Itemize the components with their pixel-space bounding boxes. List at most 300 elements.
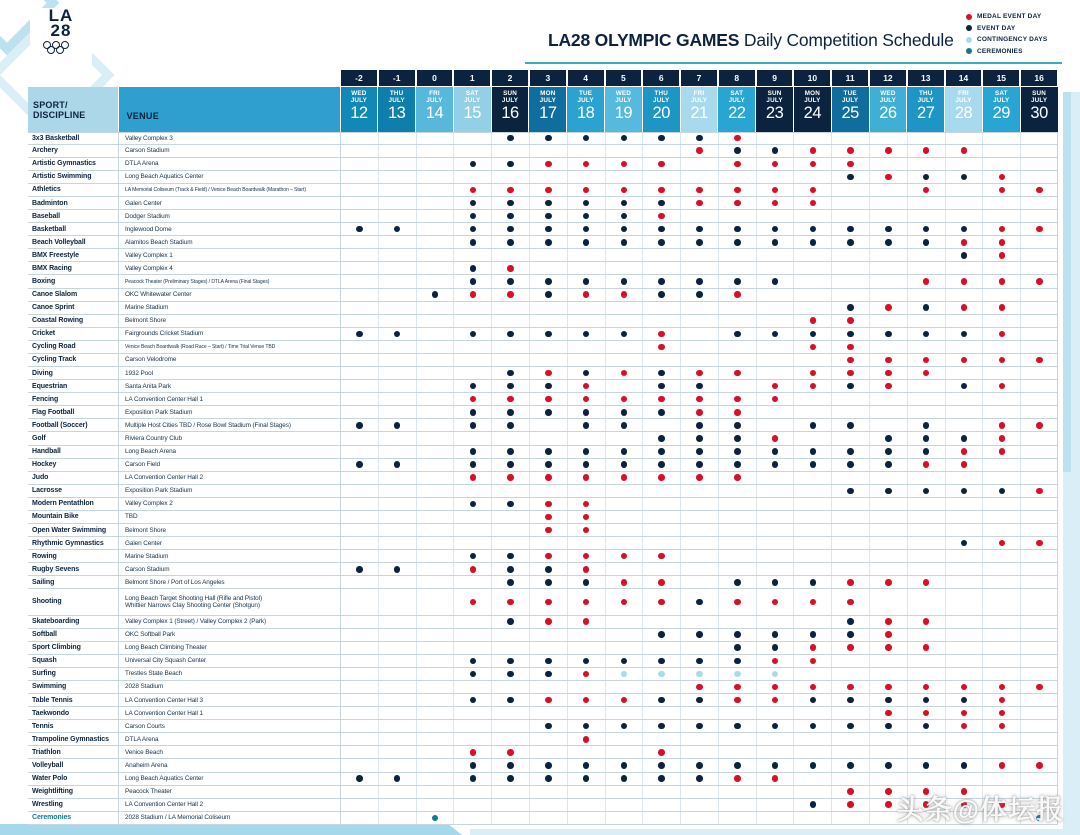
event-day-dot	[470, 658, 477, 665]
medal-event-dot	[999, 435, 1006, 442]
day-cell	[378, 419, 416, 431]
medal-event-dot	[999, 252, 1006, 259]
day-cell	[907, 393, 945, 405]
day-cell	[491, 406, 529, 418]
day-cell	[416, 171, 454, 183]
event-day-dot	[772, 579, 779, 586]
event-day-dot	[885, 762, 892, 769]
day-cell	[491, 629, 529, 641]
day-cell	[529, 629, 567, 641]
event-day-dot	[658, 461, 665, 468]
event-day-dot	[507, 200, 514, 207]
event-day-dot	[734, 579, 741, 586]
schedule-row	[28, 367, 1058, 380]
day-cell	[340, 746, 378, 758]
day-cell	[756, 616, 794, 628]
event-day-dot	[772, 723, 779, 730]
day-cell	[793, 642, 831, 654]
event-day-dot	[507, 383, 514, 390]
venue-label: LA Convention Center Hall 1	[118, 707, 340, 719]
day-cell	[982, 524, 1020, 536]
day-date: 22	[728, 104, 746, 122]
schedule-row	[28, 459, 1058, 472]
event-day-dot	[545, 135, 552, 142]
event-day-dot	[507, 239, 514, 246]
day-cell	[793, 511, 831, 523]
day-cell	[378, 197, 416, 209]
schedule-row	[28, 616, 1058, 629]
day-cell	[605, 472, 643, 484]
day-cell	[567, 799, 605, 811]
day-cell	[756, 812, 794, 824]
table-right-border	[1057, 158, 1058, 170]
event-day-dot	[772, 644, 779, 651]
day-cell	[340, 511, 378, 523]
day-cell	[453, 184, 491, 196]
event-day-dot	[696, 135, 703, 142]
day-cell	[416, 184, 454, 196]
table-right-border	[1057, 446, 1058, 458]
day-cell	[605, 289, 643, 301]
day-cell	[793, 328, 831, 340]
day-cell	[567, 380, 605, 392]
sport-label: Taekwondo	[32, 709, 70, 717]
event-day-dot	[810, 461, 817, 468]
medal-event-dot	[1036, 488, 1043, 495]
event-day-dot	[847, 174, 854, 181]
event-day-dot	[507, 775, 514, 782]
event-day-dot	[507, 618, 514, 625]
day-cell	[642, 589, 680, 614]
medal-event-dot	[885, 147, 892, 154]
day-cell	[340, 158, 378, 170]
day-cell	[491, 197, 529, 209]
day-cell	[831, 472, 869, 484]
day-cell	[869, 459, 907, 471]
day-cell	[642, 472, 680, 484]
event-day-dot	[394, 331, 401, 338]
day-cell	[529, 799, 567, 811]
day-cell	[831, 720, 869, 732]
medal-event-dot	[810, 599, 817, 606]
table-right-border	[1057, 275, 1058, 287]
day-cell	[982, 498, 1020, 510]
day-cell	[907, 746, 945, 758]
day-cell	[680, 354, 718, 366]
contingency-day-dot	[734, 671, 741, 678]
medal-event-dot	[1036, 226, 1043, 233]
day-cell	[529, 576, 567, 588]
medal-event-dot	[772, 200, 779, 207]
day-cell	[756, 589, 794, 614]
medal-event-dot	[658, 749, 665, 756]
medal-event-dot	[545, 370, 552, 377]
day-cell	[945, 302, 983, 314]
day-cell	[680, 812, 718, 824]
medal-event-dot	[847, 357, 854, 364]
event-day-dot	[658, 775, 665, 782]
medal-event-dot	[885, 357, 892, 364]
event-day-dot	[772, 762, 779, 769]
day-cell	[1020, 406, 1058, 418]
medal-event-dot	[810, 644, 817, 651]
schedule-row	[28, 328, 1058, 341]
day-cell	[453, 315, 491, 327]
day-cell	[605, 681, 643, 693]
sport-label: Beach Volleyball	[32, 238, 86, 246]
day-cell	[982, 223, 1020, 235]
day-cell	[1020, 184, 1058, 196]
date-header-fri-14	[416, 87, 453, 132]
day-cell	[945, 393, 983, 405]
day-cell	[567, 720, 605, 732]
day-cell	[793, 707, 831, 719]
day-cell	[982, 576, 1020, 588]
day-cell	[340, 655, 378, 667]
day-number-header: -1	[379, 70, 415, 86]
schedule-row	[28, 210, 1058, 223]
event-day-dot	[621, 723, 628, 730]
event-day-dot	[658, 435, 665, 442]
day-cell	[793, 158, 831, 170]
day-cell	[718, 550, 756, 562]
date-header-sun-30	[1021, 87, 1058, 132]
day-cell	[793, 668, 831, 680]
table-right-border	[1057, 629, 1058, 641]
event-day-dot	[507, 658, 514, 665]
day-cell	[605, 184, 643, 196]
schedule-row	[28, 720, 1058, 733]
day-cell	[453, 262, 491, 274]
day-cell	[907, 472, 945, 484]
day-cell	[567, 210, 605, 222]
day-cell	[567, 733, 605, 745]
medal-event-dot	[545, 396, 552, 403]
day-cell	[869, 759, 907, 771]
event-day-dot	[470, 213, 477, 220]
day-cell	[945, 733, 983, 745]
day-cell	[718, 681, 756, 693]
day-cell	[869, 289, 907, 301]
day-cell	[491, 733, 529, 745]
day-cell	[378, 354, 416, 366]
day-cell	[982, 275, 1020, 287]
event-day-dot	[696, 762, 703, 769]
day-cell	[416, 681, 454, 693]
day-cell	[416, 315, 454, 327]
medal-event-dot	[545, 161, 552, 168]
day-cell	[831, 236, 869, 248]
venue-label: Valley Complex 2	[118, 498, 340, 510]
day-cell	[529, 485, 567, 497]
day-cell	[567, 315, 605, 327]
day-cell	[680, 799, 718, 811]
day-cell	[491, 432, 529, 444]
schedule-row	[28, 733, 1058, 746]
day-cell	[680, 589, 718, 614]
day-cell	[945, 563, 983, 575]
day-cell	[680, 275, 718, 287]
medal-event-dot	[545, 514, 552, 521]
day-cell	[831, 432, 869, 444]
medal-event-dot	[847, 644, 854, 651]
day-cell	[605, 485, 643, 497]
day-cell	[491, 472, 529, 484]
day-cell	[869, 746, 907, 758]
schedule-row	[28, 759, 1058, 772]
day-cell	[869, 537, 907, 549]
day-cell	[605, 432, 643, 444]
olympic-rings-icon	[30, 41, 92, 55]
day-of-week: SAT	[994, 90, 1008, 97]
day-cell	[340, 707, 378, 719]
day-cell	[529, 289, 567, 301]
day-cell	[378, 249, 416, 261]
table-right-border	[1057, 380, 1058, 392]
medal-event-dot	[658, 344, 665, 351]
day-cell	[491, 145, 529, 157]
medal-event-dot	[734, 135, 741, 142]
day-cell	[642, 616, 680, 628]
day-cell	[793, 393, 831, 405]
day-cell	[642, 576, 680, 588]
day-cell	[642, 393, 680, 405]
day-number-header: 13	[908, 70, 944, 86]
day-cell	[605, 746, 643, 758]
day-cell	[491, 616, 529, 628]
venue-label: Belmont Shore	[118, 524, 340, 536]
schedule-row	[28, 511, 1058, 524]
day-cell	[907, 262, 945, 274]
table-right-border	[1057, 524, 1058, 536]
day-cell	[378, 380, 416, 392]
table-right-border	[1057, 773, 1058, 785]
day-cell	[529, 694, 567, 706]
day-cell	[982, 197, 1020, 209]
medal-event-dot	[961, 710, 968, 717]
event-day-dot	[696, 461, 703, 468]
day-cell	[756, 773, 794, 785]
day-cell	[567, 563, 605, 575]
day-cell	[567, 393, 605, 405]
venue-label: Anaheim Arena	[118, 759, 340, 771]
day-cell	[416, 289, 454, 301]
day-cell	[529, 733, 567, 745]
event-day-dot	[507, 697, 514, 704]
medal-event-dot	[999, 226, 1006, 233]
day-cell	[340, 236, 378, 248]
event-day-dot	[658, 697, 665, 704]
event-day-dot	[696, 599, 703, 606]
date-header-fri-21	[681, 87, 718, 132]
day-cell	[1020, 328, 1058, 340]
month-label: JULY	[993, 97, 1010, 104]
day-cell	[982, 655, 1020, 667]
day-cell	[831, 380, 869, 392]
day-cell	[378, 655, 416, 667]
day-cell	[680, 511, 718, 523]
day-cell	[567, 550, 605, 562]
day-cell	[416, 694, 454, 706]
day-cell	[1020, 537, 1058, 549]
date-header-fri-28	[945, 87, 982, 132]
sport-label: Fencing	[32, 395, 59, 403]
medal-event-dot	[734, 775, 741, 782]
day-cell	[793, 550, 831, 562]
day-cell	[756, 563, 794, 575]
sport-label: Baseball	[32, 212, 60, 220]
day-cell	[567, 197, 605, 209]
day-cell	[793, 171, 831, 183]
day-cell	[1020, 746, 1058, 758]
day-cell	[680, 393, 718, 405]
event-day-dot	[810, 422, 817, 429]
day-cell	[416, 812, 454, 824]
day-cell	[793, 406, 831, 418]
day-cell	[982, 550, 1020, 562]
day-cell	[756, 406, 794, 418]
day-cell	[453, 655, 491, 667]
event-day-dot	[621, 658, 628, 665]
medal-event-dot	[810, 147, 817, 154]
day-cell	[869, 145, 907, 157]
day-cell	[567, 459, 605, 471]
day-cell	[529, 236, 567, 248]
day-cell	[491, 773, 529, 785]
day-cell	[945, 629, 983, 641]
sport-label: Sport Climbing	[32, 644, 81, 652]
sport-label: Modern Pentathlon	[32, 500, 94, 508]
day-cell	[453, 289, 491, 301]
sport-label: Basketball	[32, 225, 67, 233]
event-day-dot	[696, 226, 703, 233]
day-cell	[642, 289, 680, 301]
day-cell	[491, 289, 529, 301]
day-cell	[378, 707, 416, 719]
day-cell	[869, 302, 907, 314]
medal-event-dot	[583, 501, 590, 508]
medal-event-dot	[772, 435, 779, 442]
medal-event-dot	[658, 213, 665, 220]
day-of-week: MON	[540, 90, 556, 97]
medal-event-dot	[583, 161, 590, 168]
day-cell	[793, 629, 831, 641]
title-divider-rule	[525, 62, 1062, 64]
day-cell	[340, 419, 378, 431]
medal-event-dot	[696, 370, 703, 377]
day-cell	[982, 419, 1020, 431]
sport-discipline-header	[28, 87, 118, 132]
day-cell	[529, 406, 567, 418]
day-cell	[831, 733, 869, 745]
day-cell	[680, 432, 718, 444]
schedule-row	[28, 315, 1058, 328]
day-cell	[945, 328, 983, 340]
day-cell	[491, 511, 529, 523]
day-date: 20	[652, 104, 670, 122]
sport-label: Surfing	[32, 670, 56, 678]
day-number-header: 0	[417, 70, 453, 86]
day-cell	[1020, 393, 1058, 405]
day-cell	[982, 184, 1020, 196]
day-cell	[567, 367, 605, 379]
medal-event-dot	[545, 187, 552, 194]
day-cell	[1020, 616, 1058, 628]
day-cell	[340, 786, 378, 798]
day-cell	[642, 485, 680, 497]
day-cell	[416, 275, 454, 287]
date-header-sat-22	[718, 87, 755, 132]
medal-event-dot	[583, 291, 590, 298]
day-cell	[340, 302, 378, 314]
event-day-dot	[507, 566, 514, 573]
day-cell	[793, 472, 831, 484]
venue-label: DTLA Arena	[118, 158, 340, 170]
day-cell	[793, 485, 831, 497]
day-cell	[982, 642, 1020, 654]
day-cell	[340, 563, 378, 575]
day-cell	[491, 589, 529, 614]
day-cell	[453, 354, 491, 366]
day-cell	[529, 184, 567, 196]
day-cell	[567, 275, 605, 287]
venue-label: OKC Whitewater Center	[118, 289, 340, 301]
schedule-row	[28, 393, 1058, 406]
day-cell	[718, 799, 756, 811]
event-day-dot	[583, 278, 590, 285]
day-cell	[945, 498, 983, 510]
event-day-dot	[923, 723, 930, 730]
day-cell	[945, 223, 983, 235]
day-cell	[416, 341, 454, 353]
day-cell	[416, 236, 454, 248]
day-cell	[491, 576, 529, 588]
day-cell	[491, 367, 529, 379]
day-of-week: TUE	[843, 90, 857, 97]
day-cell	[869, 249, 907, 261]
day-cell	[907, 733, 945, 745]
day-cell	[680, 472, 718, 484]
event-day-dot	[885, 697, 892, 704]
event-day-dot	[507, 370, 514, 377]
day-cell	[1020, 681, 1058, 693]
sport-label: Cycling Track	[32, 356, 77, 364]
day-cell	[642, 158, 680, 170]
day-cell	[982, 145, 1020, 157]
event-day-dot	[545, 448, 552, 455]
day-cell	[605, 341, 643, 353]
day-cell	[907, 289, 945, 301]
day-cell	[1020, 720, 1058, 732]
day-cell	[605, 133, 643, 144]
day-cell	[982, 707, 1020, 719]
day-cell	[982, 262, 1020, 274]
venue-label: Long Beach Aquatics Center	[118, 773, 340, 785]
month-label: JULY	[804, 97, 821, 104]
day-cell	[378, 642, 416, 654]
day-cell	[416, 799, 454, 811]
day-cell	[831, 786, 869, 798]
month-label: JULY	[388, 97, 405, 104]
day-cell	[491, 707, 529, 719]
event-day-dot	[507, 409, 514, 416]
medal-event-dot	[772, 684, 779, 691]
day-cell	[718, 524, 756, 536]
day-cell	[605, 694, 643, 706]
medal-event-dot	[810, 658, 817, 665]
day-cell	[793, 498, 831, 510]
day-cell	[529, 302, 567, 314]
